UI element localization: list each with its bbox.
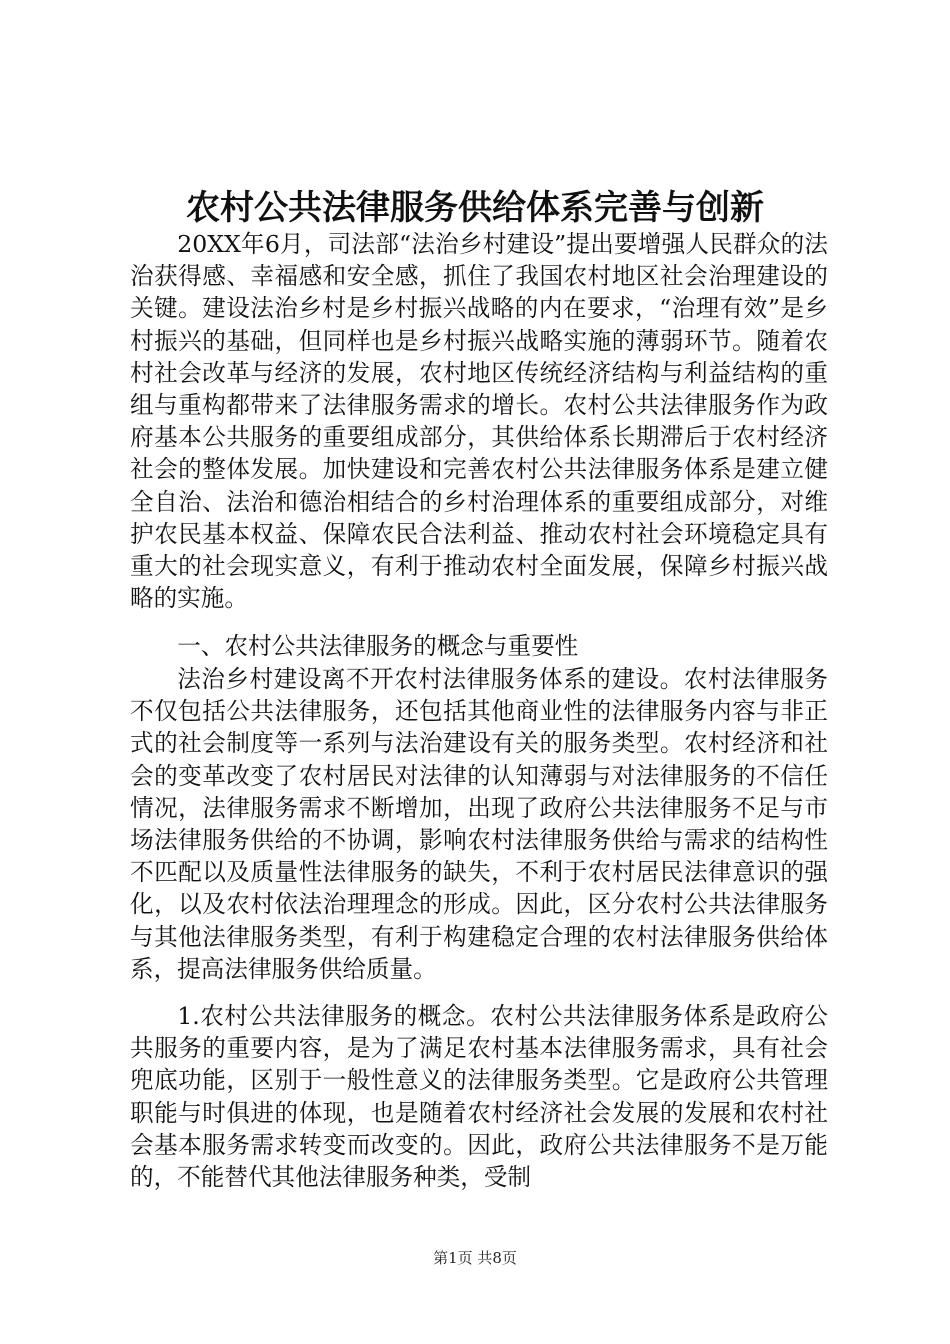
section-paragraph: 法治乡村建设离不开农村法律服务体系的建设。农村法律服务不仅包括公共法律服务，还包括其他商业性的法律服务内容与非正式的社会制度等一系列与法治建设有关的服务类型。农村经济和社会的变革改变了农村居民对法律的认知薄弱与对法律服务的不信任情况，法律服务需求不断增加，出现了政府公共法律服务不足与市场法律服务供给的不协调，影响农村法律服务供给与需求的结构性不匹配以及质量性法律服务的缺失，不利于农村居民法律意识的强化，以及农村依法治理理念的形成。因此，区分农村公共法律服务与其他法律服务类型，有利于构建稳定合理的农村法律服务供给体系，提高法律服务供给质量。 [130, 665, 828, 983]
page-number-footer: 第1页 共8页 [433, 1249, 517, 1267]
section-heading: 一、农村公共法律服务的概念与重要性 [177, 632, 579, 660]
intro-paragraph: 20XX年6月，司法部“法治乡村建设”提出要增强人民群众的法治获得感、幸福感和安全感，抓住了我国农村地区社会治理建设的关键。建设法治乡村是乡村振兴战略的内在要求，“治理有效”是乡村振兴的基础，但同样也是乡村振兴战略实施的薄弱环节。随着农村社会改革与经济的发展，农村地区传统经济结构与利益结构的重组与重构都带来了法律服务需求的增长。农村公共法律服务作为政府基本公共服务的重要组成部分，其供给体系长期滞后于农村经济社会的整体发展。加快建设和完善农村公共法律服务体系是建立健全自治、法治和德治相结合的乡村治理体系的重要组成部分，对维护农民基本权益、保障农民合法利益、推动农村社会环境稳定具有重大的社会现实意义，有利于推动农村全面发展，保障乡村振兴战略的实施。 [130, 230, 828, 613]
subsection-paragraph: 1.农村公共法律服务的概念。农村公共法律服务体系是政府公共服务的重要内容，是为了满足农村基本法律服务需求，具有社会兜底功能，区别于一般性意义的法律服务类型。它是政府公共管理职能与时俱进的体现，也是随着农村经济社会发展的发展和农村社会基本服务需求转变而改变的。因此，政府公共法律服务不是万能的，不能替代其他法律服务种类，受制 [130, 1002, 828, 1192]
document-title: 农村公共法律服务供给体系完善与创新 [186, 188, 764, 228]
